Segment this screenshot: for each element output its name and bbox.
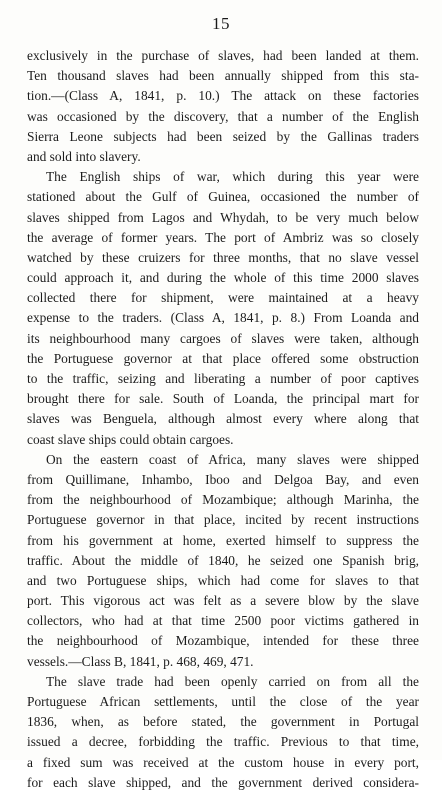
text-line: Portuguese governor in that place, incited by recent instructions [27,512,419,528]
text-line: brought there for sale. South of Loanda, the principal mart for [27,391,419,407]
page-number: 15 [212,14,230,33]
text-line: was occasioned by the discovery, that a number of the English [27,108,419,124]
text-line: exclusively in the purchase of slaves, had been landed at them. [27,48,419,63]
text-line: the average of former years. The port of Ambriz was so closely [27,229,419,245]
text-line: issued a decree, forbidding the traffic. Previous to that time, [27,734,419,750]
text-line: The slave trade had been openly carried on from all the [46,673,419,689]
text-line: coast slave ships could obtain cargoes. [27,431,234,447]
text-line: collected there for shipment, were maintained at a heavy [27,290,419,306]
text-line: watched by these cruizers for three months, that no slave vessel [27,249,419,265]
text-line: a fixed sum was received at the custom house in every port, [27,754,419,770]
text-line: expense to the traders. (Class A, 1841, p. 8.) From Loanda and [27,310,419,326]
text-line: the neighbourhood of Mozambique, intended for these three [27,633,419,649]
text-line: stationed about the Gulf of Guinea, occasioned the number of [27,189,419,205]
text-line: The English ships of war, which during this year were [46,169,419,185]
text-line: On the eastern coast of Africa, many slaves were shipped [46,451,419,467]
text-line: could approach it, and during the whole of this time 2000 slaves [27,270,419,286]
text-line: Sierra Leone subjects had been seized by the Gallinas traders [27,128,419,144]
text-line: and sold into slavery. [27,148,141,164]
text-line: from Quillimane, Inhambo, Iboo and Delgoa Bay, and even [27,471,419,487]
text-line: Portuguese African settlements, until the close of the year [27,694,419,709]
text-line: from his government at home, exerted himself to suppress the [27,532,419,548]
text-line: the Portuguese governor at that place offered some obstruction [27,350,419,366]
text-line: port. This vigorous act was felt as a severe blow by the slave [27,593,419,609]
text-line: from the neighbourhood of Mozambique; although Marinha, the [27,492,419,508]
body-text [27,46,419,793]
text-line: its neighbourhood many cargoes of slaves were taken, although [27,330,419,346]
text-line: 1836, when, as before stated, the government in Portugal [27,714,419,730]
text-line: collectors, who had at that time 2500 poor victims gathered in [27,613,419,629]
text-line: vessels.—Class B, 1841, p. 468, 469, 471. [27,653,254,669]
text-line: Ten thousand slaves had been annually shipped from this sta- [27,68,419,84]
text-line: and two Portuguese ships, which had come for slaves to that [27,572,419,588]
text-line: slaves was Benguela, although almost every where along that [27,411,419,427]
text-line: tion.—(Class A, 1841, p. 10.) The attack on these factories [27,88,419,104]
text-line: traffic. About the middle of 1840, he seized one Spanish brig, [27,552,419,568]
text-line: for each slave shipped, and the government derived considera- [27,774,419,790]
text-line: slaves shipped from Lagos and Whydah, to be very much below [27,209,419,225]
text-line: to the traffic, seizing and liberating a number of poor captives [27,371,419,386]
